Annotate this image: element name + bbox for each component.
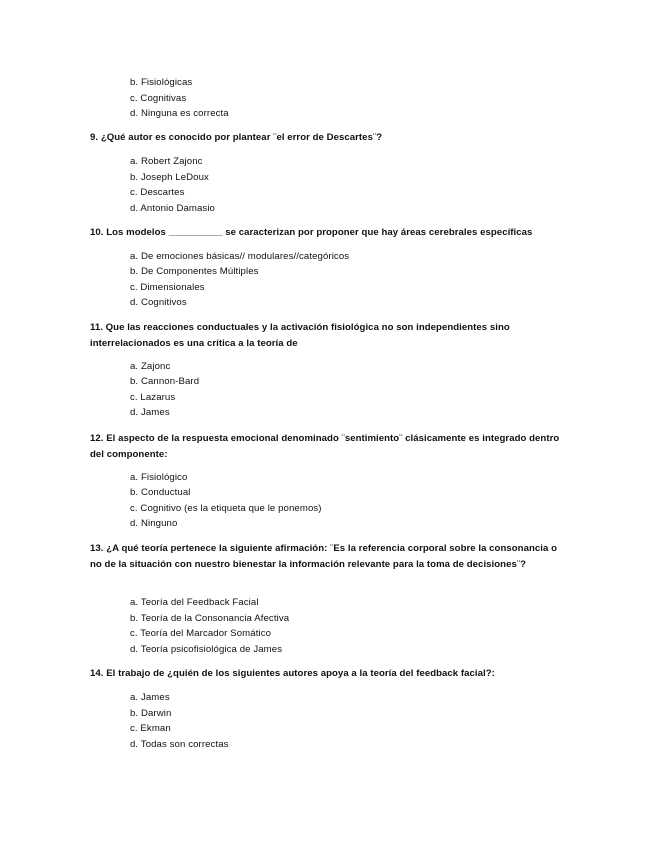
- q9-option-b: b. Joseph LeDoux: [130, 172, 209, 183]
- question-11: 11. Que las reacciones conductuales y la activación fisiológica no son independientes sino interrelacionados es una crítica a la teoría de: [90, 322, 510, 349]
- q11-option-b: b. Cannon-Bard: [130, 376, 200, 387]
- question-9: 9. ¿Qué autor es conocido por plantear ¨el error de Descartes¨?: [90, 132, 383, 143]
- q13-option-d: d. Teoría psicofisiológica de James: [130, 644, 283, 655]
- q11-option-a: a. Zajonc: [130, 361, 171, 372]
- prev-option-b: b. Fisiológicas: [130, 77, 193, 88]
- q13-option-b: b. Teoría de la Consonancia Afectiva: [130, 613, 290, 624]
- q14-option-a: a. James: [130, 692, 170, 703]
- question-13: 13. ¿A qué teoría pertenece la siguiente afirmación: ¨Es la referencia corporal sobre la consonancia o no de la situación con nuestro bienestar la información relevante para la toma de decisiones¨?: [90, 543, 557, 570]
- q14-option-b: b. Darwin: [130, 708, 172, 719]
- q13-option-a: a. Teoría del Feedback Facial: [130, 597, 259, 608]
- q9-option-a: a. Robert Zajonc: [130, 156, 203, 167]
- q10-option-d: d. Cognitivos: [130, 297, 187, 308]
- question-10: 10. Los modelos __________ se caracterizan por proponer que hay áreas cerebrales específicas: [90, 227, 533, 238]
- q12-option-c: c. Cognitivo (es la etiqueta que le ponemos): [130, 503, 322, 514]
- q9-option-c: c. Descartes: [130, 187, 185, 198]
- q10-option-a: a. De emociones básicas// modulares//categóricos: [130, 251, 350, 262]
- prev-option-c: c. Cognitivas: [130, 93, 187, 104]
- prev-option-d: d. Ninguna es correcta: [130, 108, 229, 119]
- q11-option-c: c. Lazarus: [130, 392, 176, 403]
- q13-option-c: c. Teoría del Marcador Somático: [130, 628, 272, 639]
- question-14: 14. El trabajo de ¿quién de los siguientes autores apoya a la teoría del feedback facial?:: [90, 668, 495, 679]
- q10-option-c: c. Dimensionales: [130, 282, 205, 293]
- q14-option-d: d. Todas son correctas: [130, 739, 229, 750]
- q11-option-d: d. James: [130, 407, 170, 418]
- q12-option-b: b. Conductual: [130, 487, 191, 498]
- q12-option-d: d. Ninguno: [130, 518, 178, 529]
- q14-option-c: c. Ekman: [130, 723, 171, 734]
- q9-option-d: d. Antonio Damasio: [130, 203, 215, 214]
- q10-option-b: b. De Componentes Múltiples: [130, 266, 259, 277]
- question-12: 12. El aspecto de la respuesta emocional denominado ¨sentimiento¨ clásicamente es integrado dentro del componente:: [90, 433, 560, 460]
- q12-option-a: a. Fisiológico: [130, 472, 188, 483]
